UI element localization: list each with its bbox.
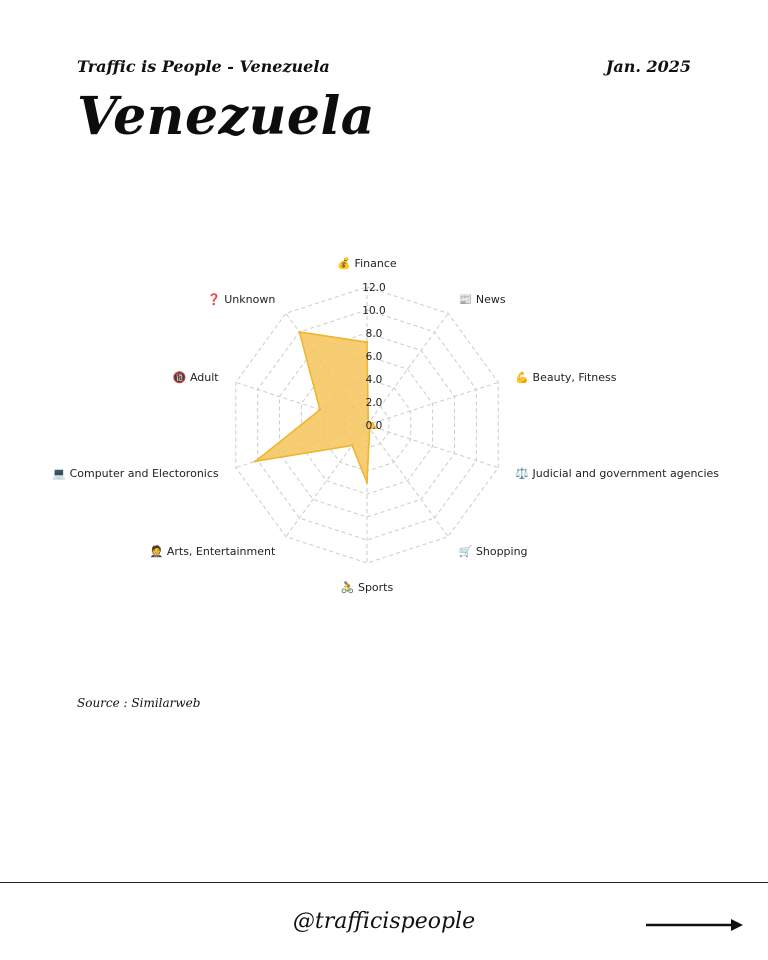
- axis-label: 🤵 Arts, Entertainment: [149, 545, 276, 559]
- axis-label: ❓ Unknown: [207, 292, 276, 306]
- axis-label: 💰 Finance: [337, 257, 397, 270]
- date-label: Jan. 2025: [605, 57, 691, 76]
- right-arrow-icon[interactable]: [645, 917, 745, 933]
- tick-label: 10.0: [362, 305, 386, 317]
- series-title: Traffic is People - Venezuela: [77, 57, 330, 76]
- footer-divider: [0, 882, 768, 883]
- axis-label: 💻 Computer and Electoronics: [52, 467, 219, 481]
- data-point: [254, 460, 256, 462]
- tick-label: 0.0: [365, 420, 383, 432]
- source-note: Source : Similarweb: [77, 696, 201, 710]
- tick-label: 8.0: [365, 328, 383, 340]
- data-point: [366, 341, 368, 343]
- data-point: [298, 331, 300, 333]
- radar-area: [254, 331, 377, 484]
- axis-label: 🛒 Shopping: [458, 545, 528, 559]
- tick-label: 2.0: [365, 397, 383, 409]
- page-title: Venezuela: [77, 86, 375, 147]
- axis-label: 🔞 Adult: [172, 370, 219, 384]
- tick-label: 12.0: [362, 282, 386, 294]
- tick-label: 6.0: [365, 351, 383, 363]
- data-point: [319, 409, 321, 411]
- data-point: [351, 444, 353, 446]
- data-point: [366, 481, 368, 483]
- axis-label: 💪 Beauty, Fitness: [515, 370, 617, 384]
- radar-axis-labels: [52, 257, 719, 594]
- axis-label: ⚖️ Judicial and government agencies: [515, 467, 720, 481]
- tick-label: 4.0: [365, 374, 383, 386]
- axis-label: 📰 News: [458, 292, 506, 306]
- axis-label: 🚴 Sports: [340, 581, 394, 594]
- social-handle: @trafficispeople: [292, 909, 476, 934]
- data-area: [255, 332, 375, 483]
